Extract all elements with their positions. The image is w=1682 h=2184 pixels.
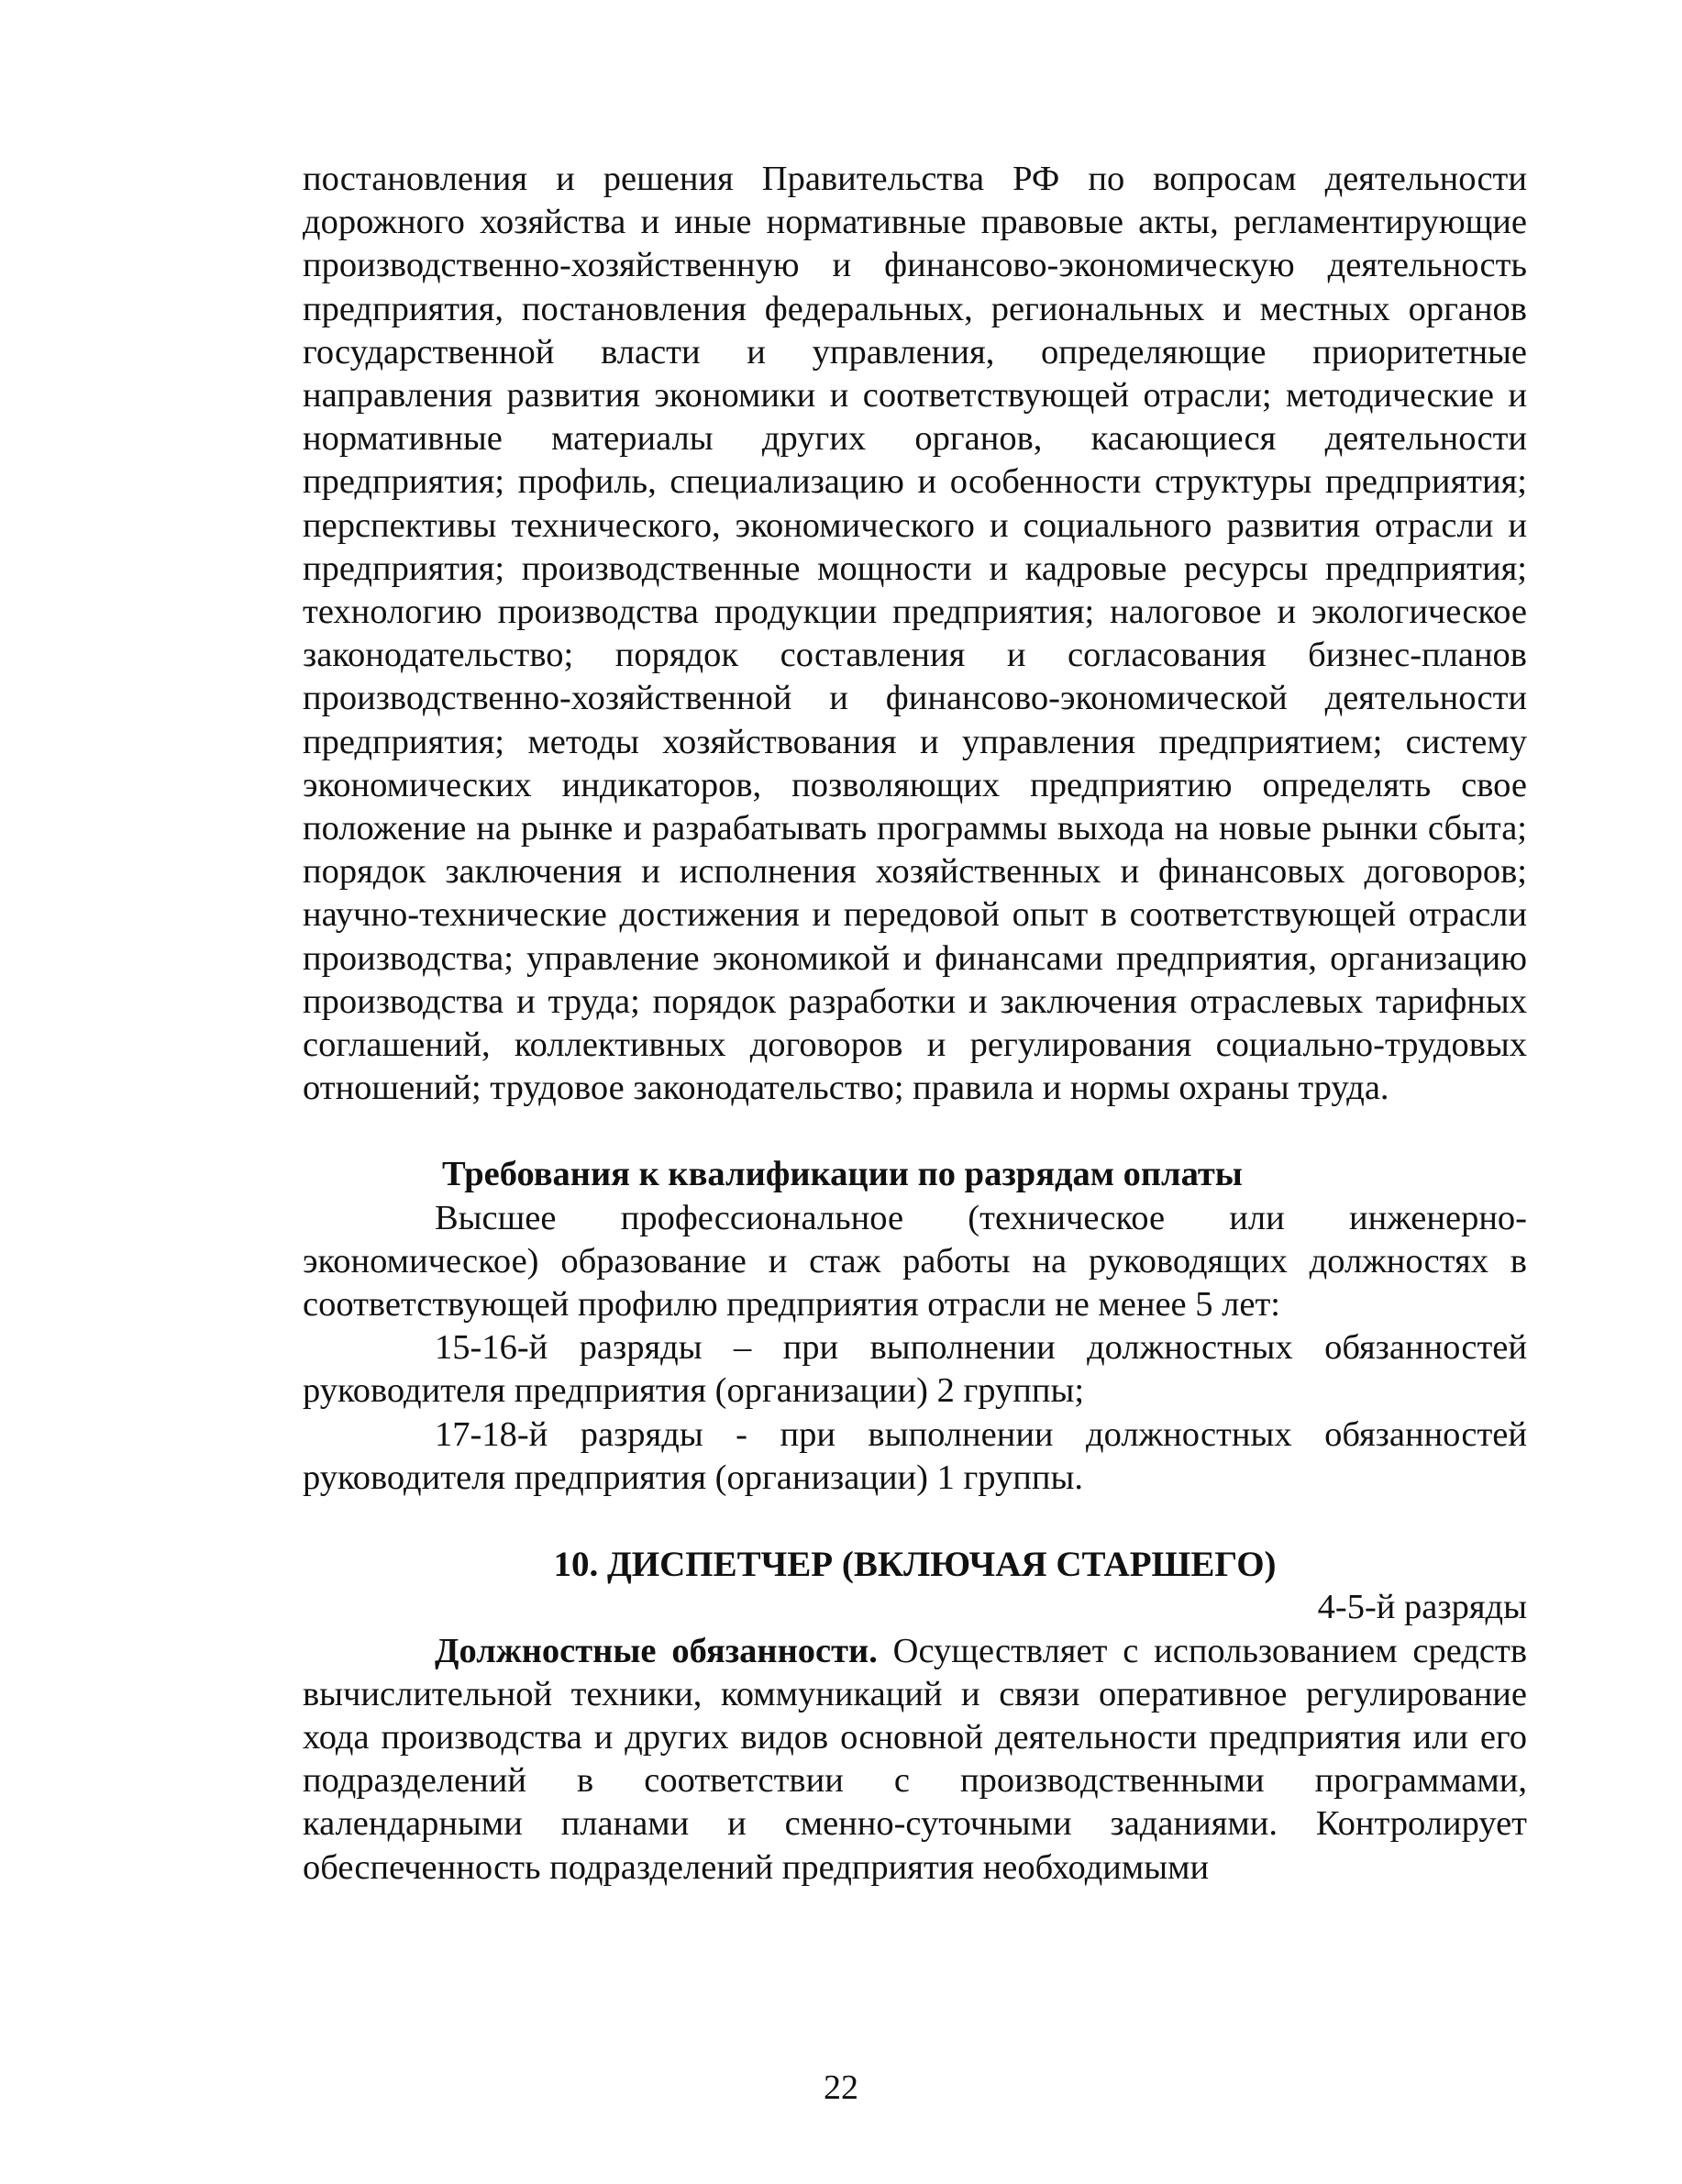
document-page <box>303 158 1527 1890</box>
qualification-grade-15-16: 15-16-й разряды – при выполнении должностных обязанностей руководителя предприятия (организации) 2 группы; <box>303 1328 1527 1411</box>
duties-paragraph <box>303 1630 1527 1890</box>
section-grades: 4-5-й разряды <box>1317 1588 1527 1627</box>
qualification-intro: Высшее профессиональное (техническое или инженерно-экономическое) образование и стаж работы на руководящих должностях в соответствующей профилю предприятия отрасли не менее 5 лет: <box>303 1198 1527 1325</box>
section-title-dispatcher: 10. ДИСПЕТЧЕР (ВКЛЮЧАЯ СТАРШЕГО) <box>553 1545 1277 1585</box>
qualification-grade-17-18: 17-18-й разряды - при выполнении должностных обязанностей руководителя предприятия (организации) 1 группы. <box>303 1414 1527 1497</box>
qualification-heading: Требования к квалификации по разрядам оплаты <box>442 1155 1243 1194</box>
duties-text: Осуществляет с использованием средств вычислительной техники, коммуникаций и связи оперативное регулирование хода производства и других видов основной деятельности предприятия или его подразделений в соответствии с производственными программами, календарными планами и сменно-суточными заданиями. Контролирует обеспеченность подразделений предприятия необходимыми <box>303 1631 1527 1887</box>
page-number: 22 <box>824 2068 858 2107</box>
duties-label: Должностные обязанности. <box>435 1631 878 1670</box>
body-paragraph-knowledge-list: постановления и решения Правительства РФ по вопросам деятельности дорожного хозяйства и иные нормативные правовые акты, регламентирующие производственно-хозяйственную и финансово-экономическую деятельность предприятия, постановления федеральных, региональных и местных органов государственной власти и управления, определяющие приоритетные направления развития экономики и соответствующей отрасли; методические и нормативные материалы других органов, касающиеся деятельности предприятия; профиль, специализацию и особенности структуры предприятия; перспективы технического, экономического и социального развития отрасли и предприятия; производственные мощности и кадровые ресурсы предприятия; технологию производства продукции предприятия; налоговое и экологическое законодательство; порядок составления и согласования бизнес-планов производственно-хозяйственной и финансово-экономической деятельности предприятия; методы хозяйствования и управления предприятием; систему экономических индикаторов, позволяющих предприятию определять свое положение на рынке и разрабатывать программы выхода на новые рынки сбыта; порядок заключения и исполнения хозяйственных и финансовых договоров; научно-технические достижения и передовой опыт в соответствующей отрасли производства; управление экономикой и финансами предприятия, организацию производства и труда; порядок разработки и заключения отраслевых тарифных соглашений, коллективных договоров и регулирования социально-трудовых отношений; трудовое законодательство; правила и нормы охраны труда. <box>303 160 1527 1108</box>
